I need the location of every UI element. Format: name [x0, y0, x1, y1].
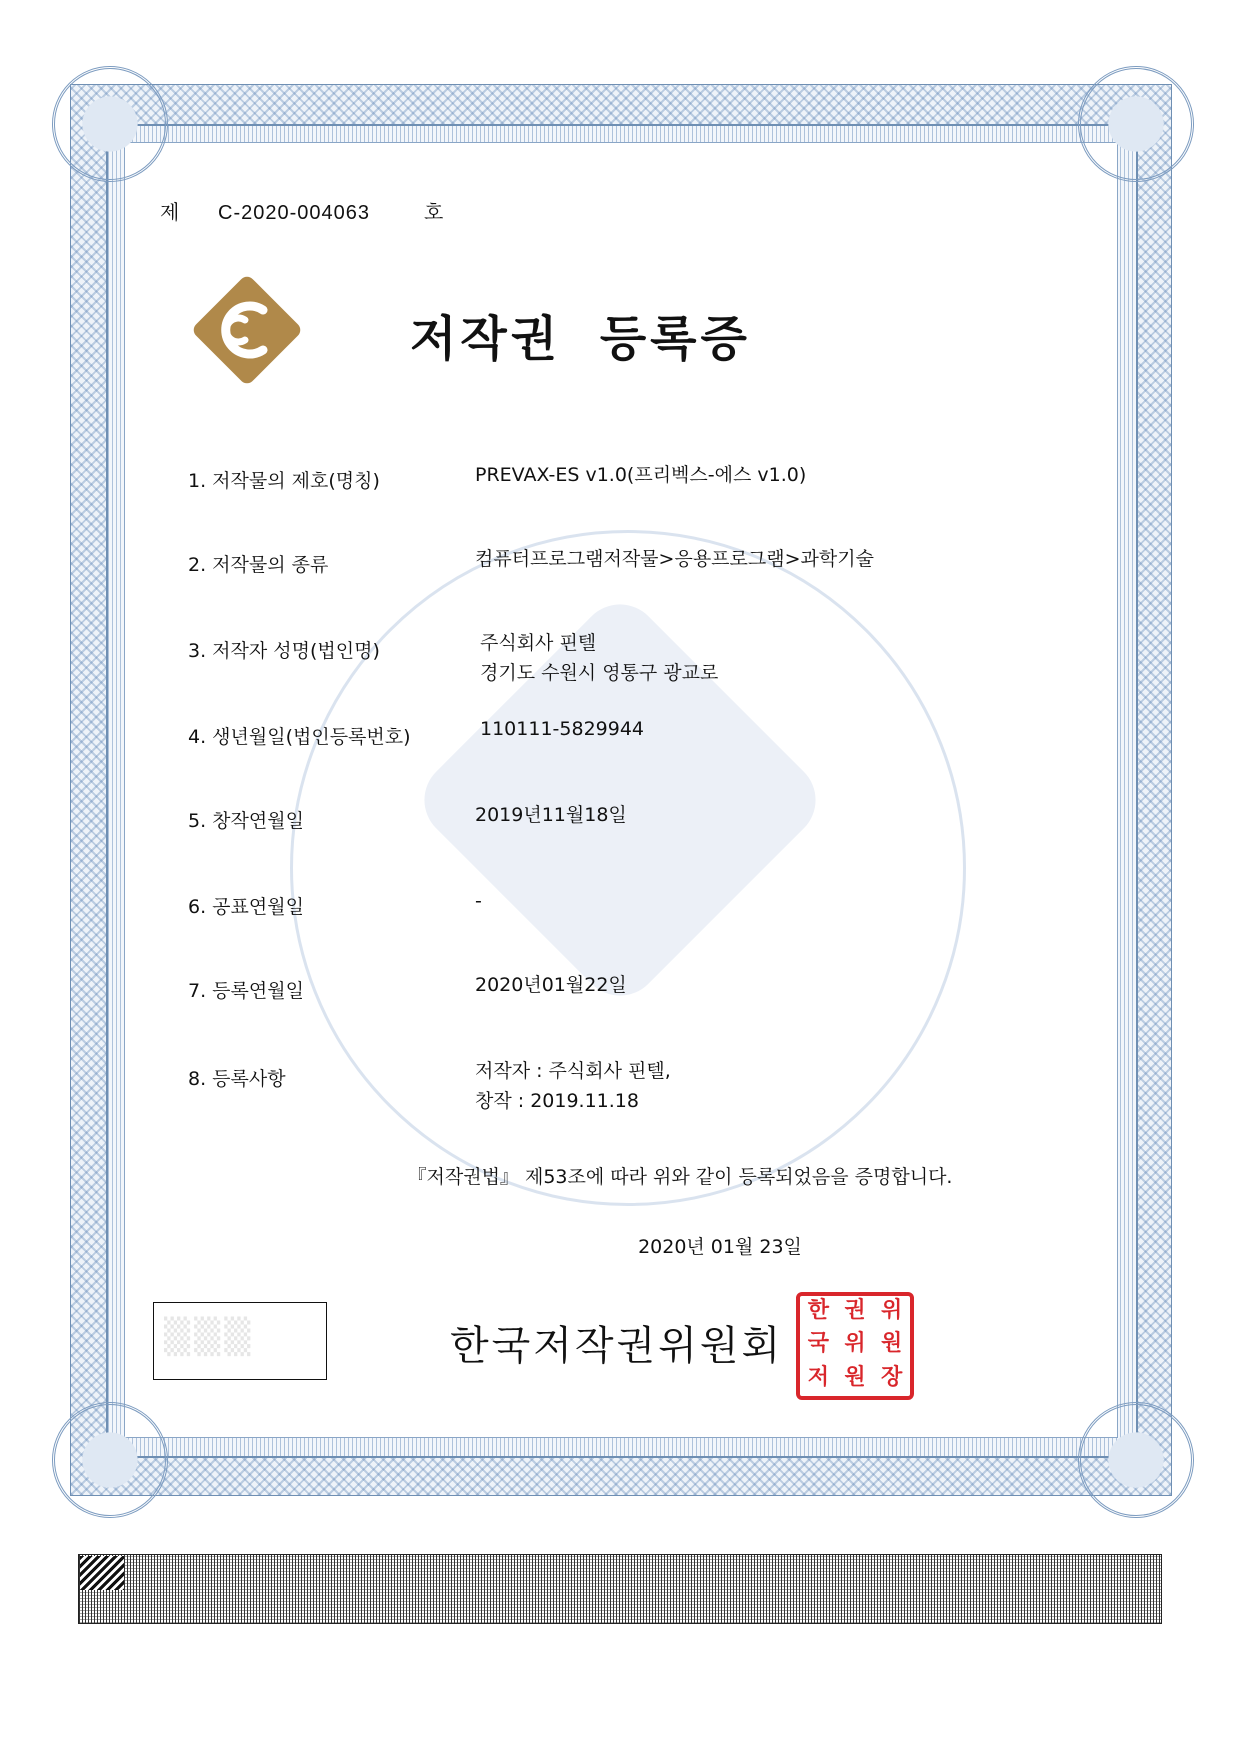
field-value: 저작자 : 주식회사 핀텔, [475, 1060, 671, 1082]
field-label: 5. 창작연월일 [188, 810, 304, 832]
page-title: 저작권 등록증 [410, 311, 751, 367]
field-value: 2019년11월18일 [475, 804, 627, 826]
corner-ornament-icon [52, 66, 168, 182]
document-barcode [78, 1554, 1162, 1624]
corner-ornament-icon [52, 1402, 168, 1518]
field-value: PREVAX-ES v1.0(프리벡스-에스 v1.0) [475, 464, 807, 486]
field-value-address: 경기도 수원시 영통구 광교로 [480, 662, 719, 684]
issue-date: 2020년 01월 23일 [638, 1236, 802, 1258]
field-value: 2020년01월22일 [475, 974, 627, 996]
field-value-creation: 창작 : 2019.11.18 [475, 1090, 639, 1112]
stamp-box-mark-icon: ▒▒▒ [164, 1317, 255, 1357]
registration-suffix: 호 [424, 202, 445, 224]
field-label: 1. 저작물의 제호(명칭) [188, 470, 380, 492]
organization-name: 한국저작권위원회 [450, 1323, 784, 1369]
corner-ornament-icon [1078, 1402, 1194, 1518]
corner-ornament-icon [1078, 66, 1194, 182]
field-value: 컴퓨터프로그램저작물>응용프로그램>과학기술 [475, 548, 874, 570]
field-label: 6. 공표연월일 [188, 896, 304, 918]
field-label: 3. 저작자 성명(법인명) [188, 640, 380, 662]
commission-logo-icon [185, 268, 309, 392]
field-label: 4. 생년월일(법인등록번호) [188, 726, 411, 748]
official-seal-icon: 한 권 위 국 위 원 저 원 장 [796, 1292, 914, 1400]
registration-stamp-box [153, 1302, 327, 1380]
field-value: 110111-5829944 [480, 718, 645, 740]
field-value: - [475, 890, 482, 912]
certification-statement: 『저작권법』 제53조에 따라 위와 같이 등록되었음을 증명합니다. [407, 1166, 953, 1188]
registration-number-value: C-2020-004063 [218, 202, 370, 224]
registration-prefix: 제 [160, 202, 181, 224]
registration-number [160, 196, 444, 225]
field-value: 주식회사 핀텔 [480, 632, 597, 654]
barcode-corner-mark-icon [80, 1556, 124, 1590]
field-label: 7. 등록연월일 [188, 980, 304, 1002]
field-label: 2. 저작물의 종류 [188, 554, 329, 576]
field-label: 8. 등록사항 [188, 1068, 286, 1090]
